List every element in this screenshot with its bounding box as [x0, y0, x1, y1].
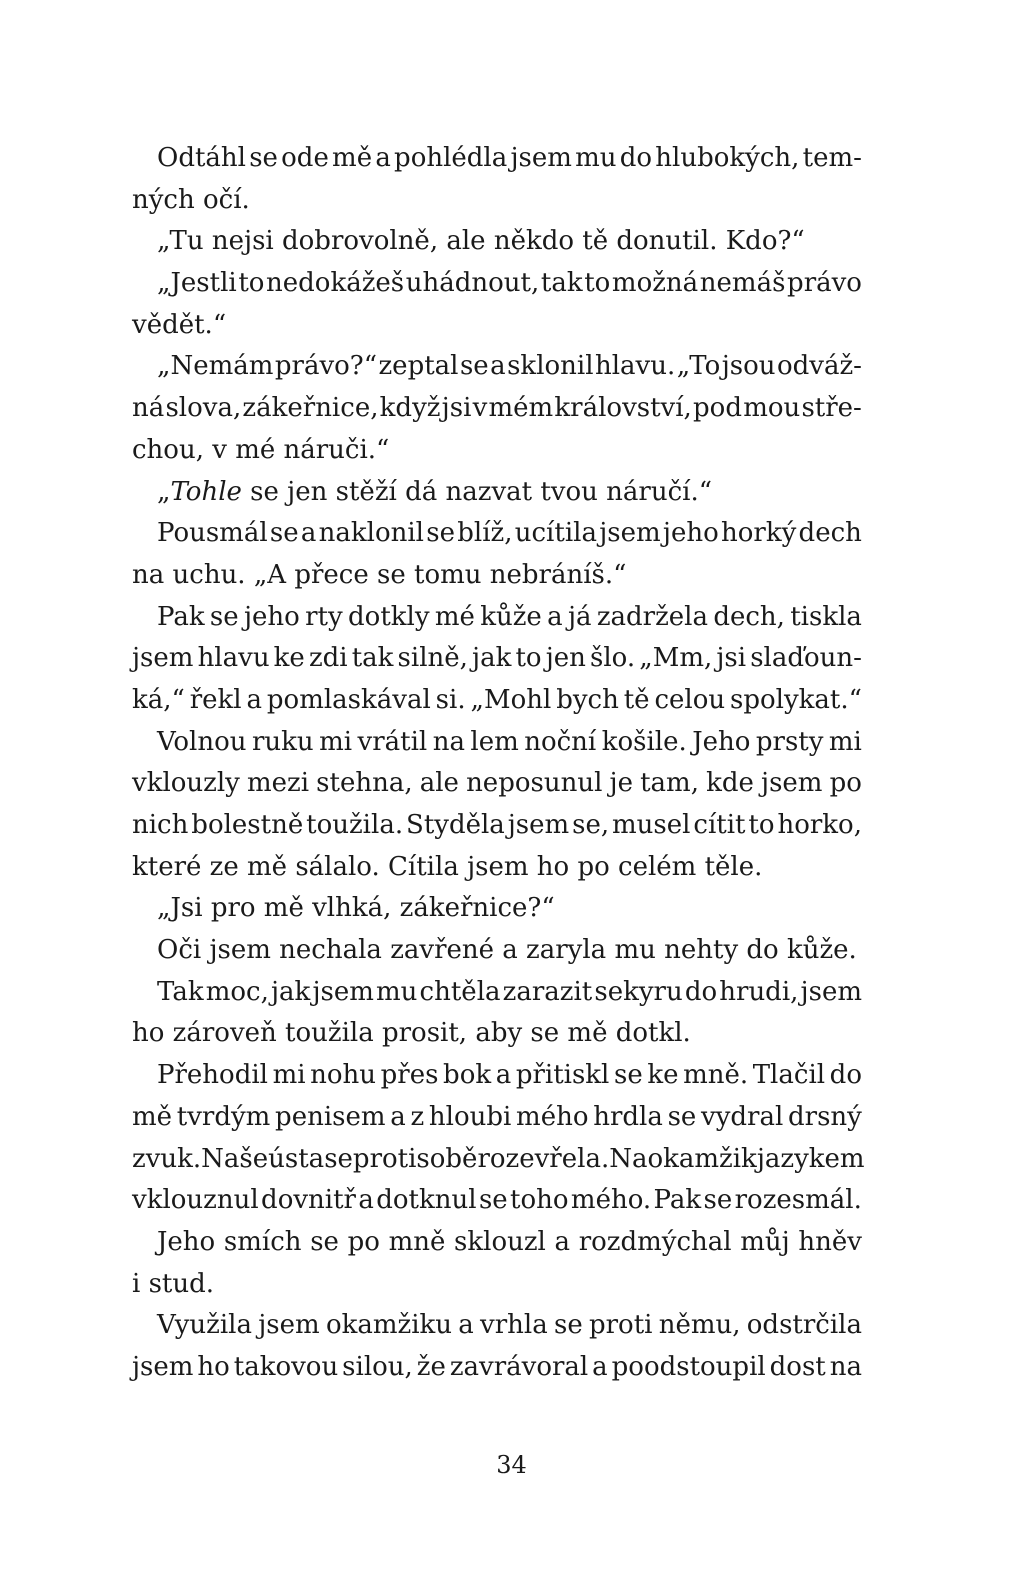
- text-line: ho zároveň toužila prosit, aby se mě dotkl.: [132, 1018, 691, 1049]
- word: bok: [443, 1060, 492, 1091]
- word: Naše: [201, 1143, 269, 1174]
- word: penisem: [275, 1101, 386, 1132]
- word: dotkly: [348, 601, 430, 632]
- word: zeptal: [378, 351, 459, 382]
- word: jsem: [507, 810, 570, 840]
- word: noční: [524, 726, 597, 757]
- word: to: [238, 268, 265, 299]
- word: mém: [488, 393, 554, 424]
- word: ode: [281, 143, 329, 173]
- text-line: [132, 1305, 862, 1347]
- word: mi: [319, 726, 353, 757]
- word: mého: [516, 1101, 589, 1132]
- word: mezi: [246, 768, 310, 799]
- text-line: [132, 263, 862, 305]
- word: království,: [554, 393, 692, 424]
- word: to: [748, 810, 775, 840]
- word: celou: [654, 684, 726, 715]
- word: horký: [721, 518, 797, 549]
- text-line: chou, v mé náruči.“: [132, 434, 390, 465]
- word: a: [490, 351, 506, 382]
- word: právo: [787, 268, 862, 299]
- word: blíž,: [457, 518, 513, 549]
- word: Tak: [157, 976, 204, 1007]
- word: se: [426, 518, 455, 549]
- word: se: [249, 143, 278, 173]
- text-line: [132, 1222, 862, 1264]
- word: se: [310, 1226, 339, 1257]
- word: sekyru: [594, 976, 683, 1007]
- word: silou,: [342, 1351, 413, 1382]
- word: přes: [380, 1060, 439, 1091]
- word: a: [592, 1351, 608, 1382]
- text-line: [132, 722, 862, 764]
- word: sklonil: [507, 351, 594, 382]
- word: Styděla: [406, 810, 505, 840]
- word: okamžiku: [325, 1310, 453, 1341]
- word: košile.: [601, 726, 687, 757]
- word: to: [515, 643, 542, 674]
- word: se,: [572, 810, 610, 840]
- word: tam,: [640, 768, 699, 799]
- word: tě: [623, 684, 650, 715]
- text-line: [132, 597, 862, 639]
- text-line: „Jsi pro mě vlhká, zákeřnice?“: [157, 893, 555, 924]
- text-line: na uchu. „A přece se tomu nebráníš.“: [132, 559, 627, 590]
- word: mou: [743, 393, 801, 424]
- word: rty: [305, 601, 343, 632]
- word: hloubi: [428, 1101, 512, 1132]
- word: ruku: [251, 726, 314, 757]
- word: a: [375, 143, 391, 173]
- word: sklouzl: [454, 1226, 546, 1257]
- word: a: [358, 1185, 374, 1216]
- word: tiskla: [790, 601, 862, 632]
- word: to: [584, 268, 611, 299]
- word: se: [324, 1143, 353, 1174]
- word: ná: [132, 393, 165, 424]
- word: jsem: [599, 518, 661, 549]
- word: po: [347, 1226, 380, 1257]
- word: jeho: [662, 518, 719, 549]
- word: že: [416, 1351, 446, 1382]
- word: se: [209, 601, 239, 632]
- word: do: [684, 976, 718, 1007]
- word: horko,: [777, 810, 862, 840]
- text-line: [132, 1180, 862, 1222]
- word: lem: [470, 726, 519, 757]
- word: když: [379, 393, 441, 424]
- word: jsem: [258, 1310, 320, 1341]
- word: Jeho: [157, 1226, 216, 1257]
- word: „To: [676, 351, 721, 382]
- page-body: [132, 138, 865, 1389]
- word: vrhla: [480, 1310, 548, 1341]
- word: jsem: [132, 643, 194, 674]
- word: Volnou: [157, 726, 247, 757]
- word: nohu: [310, 1060, 377, 1091]
- word: jazykem: [756, 1143, 865, 1174]
- word: mu: [376, 976, 418, 1007]
- word: a: [300, 518, 317, 549]
- word: „Mm,: [639, 643, 713, 674]
- word: nedokážeš: [266, 268, 405, 299]
- word: a: [390, 1101, 406, 1132]
- word: jsem: [510, 143, 572, 173]
- text-line: [132, 1347, 862, 1389]
- word: se: [667, 1101, 697, 1132]
- word: hrudi,: [719, 976, 799, 1007]
- word: jsem: [761, 768, 823, 799]
- word: dovnitř: [261, 1185, 356, 1216]
- text-line: [132, 388, 862, 430]
- word: poodstoupil: [611, 1351, 766, 1382]
- word: a: [554, 1226, 571, 1257]
- word: do: [619, 143, 653, 173]
- word: nich: [132, 810, 189, 840]
- text-line: [132, 472, 862, 514]
- word: zarazit: [502, 976, 593, 1007]
- word: Odtáhl: [157, 143, 246, 173]
- word: „Jestli: [157, 268, 237, 299]
- word: je: [609, 768, 633, 799]
- word: se: [613, 1060, 643, 1091]
- text-line: ných očí.: [132, 184, 250, 215]
- word: po: [829, 768, 862, 799]
- italic-word: Tohle: [170, 476, 242, 507]
- word: na: [829, 1351, 862, 1382]
- word: mně.: [683, 1060, 749, 1091]
- word: uhádnout,: [405, 268, 540, 299]
- word: mě: [332, 143, 373, 173]
- page-number: 34: [496, 1451, 527, 1479]
- word: cítit: [693, 810, 746, 840]
- text-line: [132, 138, 862, 180]
- word: šlo.: [590, 643, 636, 674]
- word: mi: [828, 726, 862, 757]
- word: do: [829, 1060, 862, 1091]
- word: dost: [769, 1351, 826, 1382]
- word: mé: [434, 601, 475, 632]
- word: bych: [556, 684, 619, 715]
- text-line: [132, 1139, 865, 1181]
- word: hlubokých,: [655, 143, 800, 173]
- word: smích: [223, 1226, 302, 1257]
- word: prsty: [755, 726, 824, 757]
- word: a: [495, 1060, 512, 1091]
- word: vklouzly: [132, 768, 240, 799]
- word: Pousmál: [157, 518, 268, 549]
- text-line: [132, 513, 862, 555]
- word: Přehodil: [157, 1060, 268, 1091]
- text-line: [132, 346, 862, 388]
- word: takovou: [233, 1351, 339, 1382]
- text-line: které ze mě sálalo. Cítila jsem ho po celém těle.: [132, 851, 763, 882]
- word: stehna,: [316, 768, 413, 799]
- word: na: [432, 726, 465, 757]
- word: jak: [270, 976, 311, 1007]
- word: hněv: [798, 1226, 862, 1257]
- word: sobě: [416, 1143, 478, 1174]
- word: ale: [419, 768, 459, 799]
- text-line: Oči jsem nechala zavřené a zaryla mu nehty do kůže.: [157, 935, 857, 966]
- word: mě: [132, 1101, 173, 1132]
- word: můj: [740, 1226, 790, 1257]
- word: a: [458, 1310, 474, 1341]
- word: mně: [388, 1226, 446, 1257]
- word: zavrávoral: [449, 1351, 589, 1382]
- word: možná: [611, 268, 699, 299]
- word: si.: [435, 684, 466, 715]
- word: stře-: [801, 393, 862, 424]
- word: Pak: [157, 601, 205, 632]
- word: a: [246, 684, 262, 715]
- word: se: [269, 518, 299, 549]
- text-line: vědět.“: [132, 309, 227, 340]
- word: já: [567, 601, 592, 632]
- word: nemáš: [699, 268, 786, 299]
- word: zadržela: [596, 601, 708, 632]
- word: zákeřnice,: [242, 393, 379, 424]
- text-line: [132, 1055, 862, 1097]
- text-line: [132, 805, 862, 847]
- text-line: [132, 680, 862, 722]
- word: rozesmál.: [734, 1185, 862, 1216]
- word: tak: [540, 268, 583, 299]
- text-line: [132, 1097, 862, 1139]
- word: řekl: [189, 684, 242, 715]
- word: hlavu.: [595, 351, 676, 382]
- word: z: [410, 1101, 425, 1132]
- word: spolykat.“: [730, 684, 862, 715]
- word: Pak: [653, 1185, 702, 1216]
- word: se: [553, 1310, 583, 1341]
- word: zvuk.: [132, 1143, 202, 1174]
- word: tem-: [802, 143, 862, 173]
- word: jak: [472, 643, 512, 674]
- word: odstrčila: [746, 1310, 862, 1341]
- word: v: [472, 393, 488, 424]
- word: Využila: [157, 1310, 252, 1341]
- word: jsem: [132, 1351, 194, 1382]
- word: přitiskl: [515, 1060, 610, 1091]
- word: ho: [197, 1351, 230, 1382]
- word: slaďoun-: [750, 643, 862, 674]
- word: se: [459, 351, 489, 382]
- word: pohlédla: [394, 143, 508, 173]
- word: „Nemám: [157, 351, 274, 382]
- word: rozevřela.: [477, 1143, 610, 1174]
- word: tvrdým: [176, 1101, 271, 1132]
- word: jen: [545, 643, 586, 674]
- word: chtěla: [419, 976, 501, 1007]
- word: odváž-: [776, 351, 862, 382]
- word: slova,: [165, 393, 242, 424]
- word: rozdmýchal: [578, 1226, 732, 1257]
- word: dech,: [713, 601, 785, 632]
- text-line: „Tu nejsi dobrovolně, ale někdo tě donutil. Kdo?“: [157, 226, 805, 257]
- text-line: i stud.: [132, 1268, 215, 1299]
- word: vydral: [701, 1101, 784, 1132]
- word: Jeho: [692, 726, 751, 757]
- word: ke: [647, 1060, 679, 1091]
- word: vrátil: [357, 726, 428, 757]
- word: mi: [272, 1060, 306, 1091]
- word: „Mohl: [470, 684, 552, 715]
- word: hlavu: [197, 643, 270, 674]
- word: pomlaskával: [266, 684, 431, 715]
- word: dech: [798, 518, 862, 549]
- text-run: „: [157, 476, 171, 507]
- word: proti: [588, 1310, 653, 1341]
- word: Tlačil: [752, 1060, 826, 1091]
- word: ká,“: [132, 684, 185, 715]
- word: právo?“: [274, 351, 378, 382]
- word: musel: [612, 810, 691, 840]
- word: jsi: [441, 393, 472, 424]
- word: naklonil: [318, 518, 425, 549]
- word: mého.: [570, 1185, 652, 1216]
- word: proti: [352, 1143, 417, 1174]
- word: němu,: [658, 1310, 741, 1341]
- word: vklouznul: [132, 1185, 259, 1216]
- text-line: [132, 972, 862, 1014]
- word: dotknul: [376, 1185, 477, 1216]
- word: bolestně: [191, 810, 304, 840]
- word: pod: [693, 393, 742, 424]
- text-line: [132, 638, 862, 680]
- word: tak: [351, 643, 394, 674]
- word: kde: [706, 768, 754, 799]
- word: jsou: [721, 351, 776, 382]
- word: jsi: [716, 643, 747, 674]
- text-line: [132, 763, 862, 805]
- word: se: [703, 1185, 733, 1216]
- word: mu: [575, 143, 617, 173]
- word: toužila.: [306, 810, 404, 840]
- word: Na: [609, 1143, 648, 1174]
- word: neposunul: [466, 768, 603, 799]
- word: kůže: [480, 601, 542, 632]
- word: ucítila: [514, 518, 597, 549]
- text-run: se jen stěží dá nazvat tvou náručí.“: [241, 476, 713, 507]
- word: jeho: [243, 601, 300, 632]
- word: silně,: [397, 643, 468, 674]
- word: drsný: [788, 1101, 862, 1132]
- word: moc,: [205, 976, 269, 1007]
- word: jsem: [800, 976, 862, 1007]
- word: toho: [510, 1185, 569, 1216]
- word: a: [547, 601, 563, 632]
- word: jsem: [312, 976, 374, 1007]
- word: se: [478, 1185, 508, 1216]
- word: zdi: [308, 643, 348, 674]
- word: ke: [273, 643, 305, 674]
- word: ústa: [268, 1143, 325, 1174]
- word: hrdla: [593, 1101, 663, 1132]
- word: okamžik: [647, 1143, 757, 1174]
